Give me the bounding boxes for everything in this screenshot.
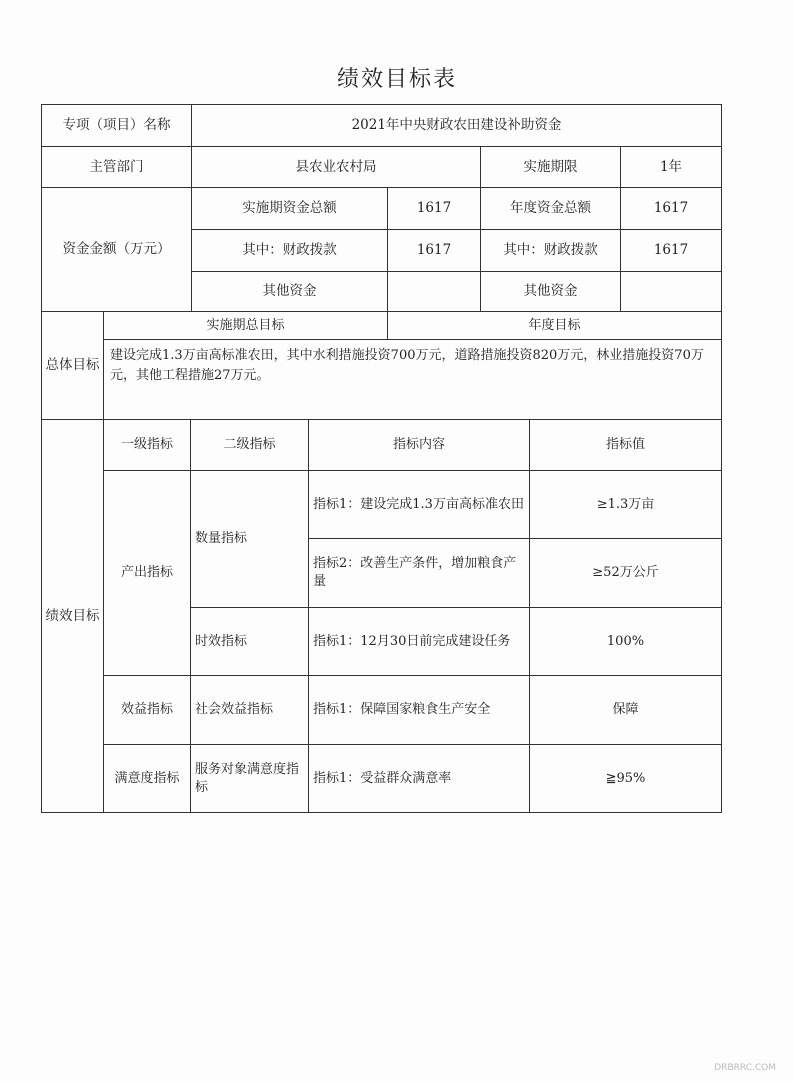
- level2-quantity: 数量指标: [190, 470, 309, 608]
- annual-goal-header: 年度目标: [387, 311, 722, 340]
- indicator-content-4: 指标1：保障国家粮食生产安全: [308, 675, 530, 745]
- indicator-value-3: 100%: [529, 607, 722, 676]
- header-level1: 一级指标: [103, 419, 191, 471]
- period-label: 实施期限: [480, 146, 621, 188]
- dept-value: 县农业农村局: [191, 146, 481, 188]
- page-title: 绩效目标表: [336, 67, 457, 92]
- overall-goal-label: 总体目标: [41, 311, 104, 420]
- indicator-value-5: ≧95%: [529, 744, 722, 813]
- dept-label: 主管部门: [41, 146, 192, 188]
- watermark: DRBRRC.COM: [714, 1063, 776, 1073]
- funds-other-label: 其他资金: [191, 271, 388, 312]
- period-goal-header: 实施期总目标: [103, 311, 388, 340]
- funds-total-value: 1617: [387, 187, 481, 230]
- funds-fiscal-value-annual: 1617: [620, 229, 722, 272]
- level2-timeliness: 时效指标: [190, 607, 309, 676]
- project-name-value: 2021年中央财政农田建设补助资金: [191, 104, 722, 147]
- level1-output: 产出指标: [103, 470, 191, 676]
- indicator-content-1: 指标1：建设完成1.3万亩高标准农田: [308, 470, 530, 539]
- funds-other-value: [387, 271, 481, 312]
- level2-social: 社会效益指标: [190, 675, 309, 745]
- funds-total-label: 实施期资金总额: [191, 187, 388, 230]
- indicator-value-2: ≥52万公斤: [529, 538, 722, 608]
- level1-satisfaction: 满意度指标: [103, 744, 191, 813]
- funds-annual-label: 年度资金总额: [480, 187, 621, 230]
- performance-label: 绩效目标: [41, 419, 104, 813]
- header-value: 指标值: [529, 419, 722, 471]
- header-level2: 二级指标: [190, 419, 309, 471]
- overall-goal-description: 建设完成1.3万亩高标准农田，其中水利措施投资700万元，道路措施投资820万元，林业措施投资70万元，其他工程措施27万元。: [103, 339, 722, 420]
- funds-fiscal-label-annual: 其中：财政拨款: [480, 229, 621, 272]
- funds-annual-value: 1617: [620, 187, 722, 230]
- header-content: 指标内容: [308, 419, 530, 471]
- project-name-label: 专项（项目）名称: [41, 104, 192, 147]
- level1-benefit: 效益指标: [103, 675, 191, 745]
- level2-service: 服务对象满意度指标: [190, 744, 309, 813]
- indicator-content-5: 指标1：受益群众满意率: [308, 744, 530, 813]
- funds-fiscal-label: 其中：财政拨款: [191, 229, 388, 272]
- funds-fiscal-value: 1617: [387, 229, 481, 272]
- indicator-content-2: 指标2：改善生产条件，增加粮食产量: [308, 538, 530, 608]
- indicator-value-4: 保障: [529, 675, 722, 745]
- funds-other-value-annual: [620, 271, 722, 312]
- funds-other-label-annual: 其他资金: [480, 271, 621, 312]
- funds-label: 资金金额（万元）: [41, 187, 192, 312]
- indicator-content-3: 指标1：12月30日前完成建设任务: [308, 607, 530, 676]
- period-value: 1年: [620, 146, 722, 188]
- indicator-value-1: ≥1.3万亩: [529, 470, 722, 539]
